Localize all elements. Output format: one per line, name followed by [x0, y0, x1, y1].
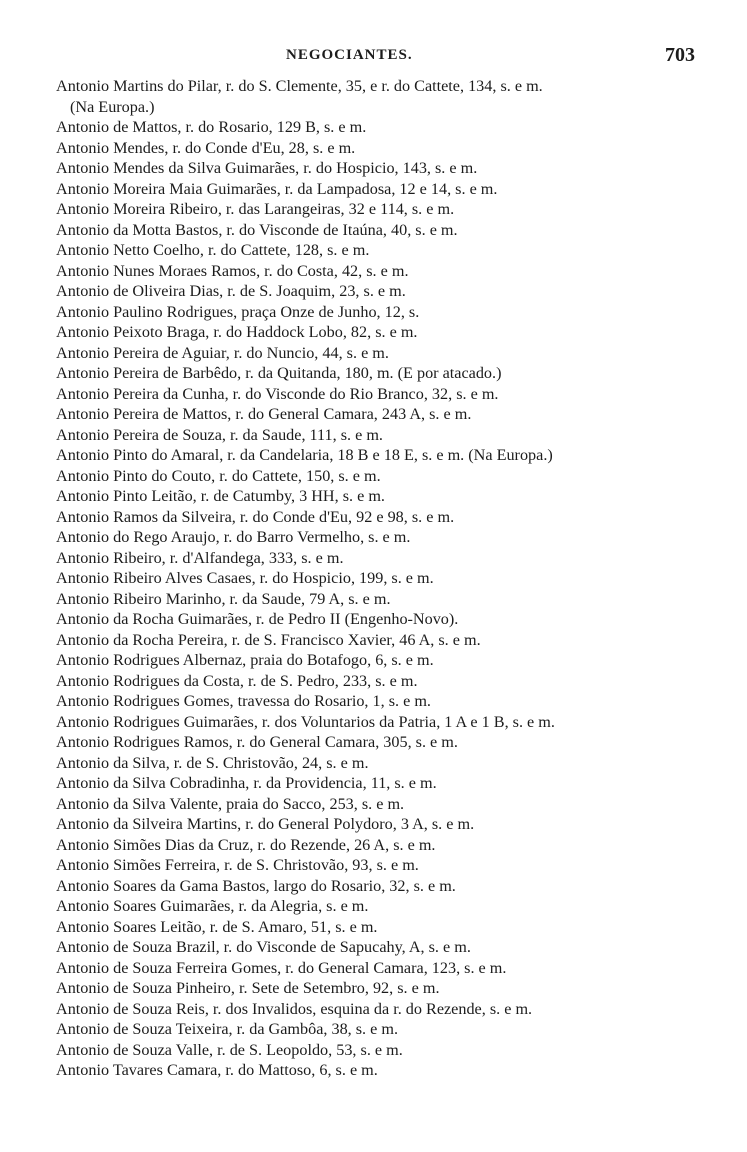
merchant-entry: [56, 794, 696, 815]
merchant-entry: [56, 712, 696, 733]
merchant-entry: [56, 302, 696, 323]
entry-text: Antonio Pereira da Cunha, r. do Visconde do Rio Branco, 32, s. e m.: [56, 384, 499, 403]
merchant-entry: [56, 732, 696, 753]
merchant-entry: [56, 753, 696, 774]
merchant-entry: [56, 466, 696, 487]
entry-text: Antonio Mendes, r. do Conde d'Eu, 28, s. e m.: [56, 138, 356, 157]
entry-text: Antonio de Oliveira Dias, r. de S. Joaquim, 23, s. e m.: [56, 282, 406, 300]
entry-text: Antonio da Silveira Martins, r. do General Polydoro, 3 A, s. e m.: [56, 815, 475, 833]
entry-continuation: (Na Europa.): [70, 97, 155, 116]
merchant-entry: [56, 630, 696, 651]
merchant-entry: [56, 548, 696, 569]
entry-text: Antonio Netto Coelho, r. do Cattete, 128, s. e m.: [56, 241, 370, 259]
entry-text: Antonio Soares da Gama Bastos, largo do Rosario, 32, s. e m.: [56, 876, 456, 895]
merchant-entry: [56, 261, 696, 282]
merchant-entry: [56, 609, 696, 630]
merchant-entry: [56, 117, 696, 138]
merchant-entry: [56, 691, 696, 712]
entry-text: Antonio Rodrigues da Costa, r. de S. Pedro, 233, s. e m.: [56, 671, 418, 690]
merchant-entry: [56, 404, 696, 425]
merchant-list: [56, 76, 696, 1081]
entry-text: Antonio Pereira de Souza, r. da Saude, 111, s. e m.: [56, 425, 383, 444]
entry-text: Antonio da Silva Valente, praia do Sacco, 253, s. e m.: [56, 794, 405, 813]
page-number: 703: [665, 44, 695, 66]
entry-text: Antonio de Souza Pinheiro, r. Sete de Setembro, 92, s. e m.: [56, 979, 440, 997]
entry-text: Antonio Pinto do Couto, r. do Cattete, 150, s. e m.: [56, 466, 381, 485]
merchant-entry: [56, 425, 696, 446]
entry-text: Antonio Tavares Camara, r. do Mattoso, 6, s. e m.: [56, 1061, 378, 1079]
entry-text: Antonio da Silva, r. de S. Christovão, 24, s. e m.: [56, 753, 369, 772]
merchant-entry: [56, 999, 696, 1020]
entry-text: Antonio Peixoto Braga, r. do Haddock Lobo, 82, s. e m.: [56, 323, 418, 341]
merchant-entry: [56, 199, 696, 220]
entry-text: Antonio Ramos da Silveira, r. do Conde d'Eu, 92 e 98, s. e m.: [56, 507, 455, 526]
merchant-entry: [56, 343, 696, 364]
entry-text: Antonio Nunes Moraes Ramos, r. do Costa, 42, s. e m.: [56, 261, 409, 280]
entry-text: Antonio Pereira de Aguiar, r. do Nuncio, 44, s. e m.: [56, 343, 389, 362]
merchant-entry: [56, 589, 696, 610]
merchant-entry: [56, 896, 696, 917]
merchant-entry: [56, 240, 696, 261]
entry-text: Antonio de Souza Reis, r. dos Invalidos, esquina da r. do Rezende, s. e m.: [56, 999, 533, 1018]
entry-text: Antonio da Rocha Pereira, r. de S. Francisco Xavier, 46 A, s. e m.: [56, 630, 481, 649]
merchant-entry: [56, 179, 696, 200]
merchant-entry: [56, 958, 696, 979]
merchant-entry: [56, 917, 696, 938]
entry-text: Antonio Paulino Rodrigues, praça Onze de Junho, 12, s.: [56, 302, 420, 321]
entry-text: Antonio de Souza Valle, r. de S. Leopoldo, 53, s. e m.: [56, 1040, 403, 1059]
entry-text: Antonio Simões Dias da Cruz, r. do Rezende, 26 A, s. e m.: [56, 835, 436, 854]
merchant-entry: [56, 138, 696, 159]
merchant-entry: [56, 281, 696, 302]
entry-text: Antonio da Motta Bastos, r. do Visconde de Itaúna, 40, s. e m.: [56, 220, 458, 239]
entry-text: Antonio da Rocha Guimarães, r. de Pedro II (Engenho-Novo).: [56, 610, 459, 628]
entry-text: Antonio Soares Leitão, r. de S. Amaro, 51, s. e m.: [56, 917, 378, 936]
entry-text: Antonio Pinto Leitão, r. de Catumby, 3 HH, s. e m.: [56, 487, 385, 505]
entry-text: Antonio Pinto do Amaral, r. da Candelaria, 18 B e 18 E, s. e m. (Na Europa.): [56, 446, 553, 464]
merchant-entry: [56, 650, 696, 671]
entry-text: Antonio Ribeiro, r. d'Alfandega, 333, s. e m.: [56, 548, 344, 567]
entry-text: Antonio de Souza Ferreira Gomes, r. do General Camara, 123, s. e m.: [56, 958, 507, 977]
entry-text: Antonio Rodrigues Albernaz, praia do Botafogo, 6, s. e m.: [56, 651, 434, 669]
entry-text: Antonio da Silva Cobradinha, r. da Providencia, 11, s. e m.: [56, 774, 437, 792]
merchant-entry: [56, 363, 696, 384]
entry-text: Antonio do Rego Araujo, r. do Barro Vermelho, s. e m.: [56, 528, 411, 546]
entry-text: Antonio de Souza Teixeira, r. da Gambôa, 38, s. e m.: [56, 1020, 399, 1038]
entry-text: Antonio Ribeiro Marinho, r. da Saude, 79 A, s. e m.: [56, 589, 391, 608]
entry-text: Antonio Ribeiro Alves Casaes, r. do Hospicio, 199, s. e m.: [56, 569, 434, 587]
merchant-entry: [56, 937, 696, 958]
merchant-entry: [56, 814, 696, 835]
merchant-entry: [56, 568, 696, 589]
merchant-entry: [56, 527, 696, 548]
entry-text: Antonio Soares Guimarães, r. da Alegria, s. e m.: [56, 897, 369, 915]
entry-text: Antonio Pereira de Mattos, r. do General Camara, 243 A, s. e m.: [56, 405, 472, 423]
merchant-entry: [56, 773, 696, 794]
merchant-entry: [56, 1040, 696, 1061]
merchant-entry: [56, 855, 696, 876]
merchant-entry: [56, 384, 696, 405]
merchant-entry: [56, 158, 696, 179]
merchant-entry: [56, 876, 696, 897]
entry-text: Antonio Pereira de Barbêdo, r. da Quitanda, 180, m. (E por atacado.): [56, 364, 502, 382]
entry-text: Antonio Moreira Ribeiro, r. das Larangeiras, 32 e 114, s. e m.: [56, 200, 455, 218]
merchant-entry: [56, 76, 696, 117]
entry-text: Antonio Rodrigues Gomes, travessa do Rosario, 1, s. e m.: [56, 692, 431, 710]
merchant-entry: [56, 445, 696, 466]
merchant-entry: [56, 978, 696, 999]
merchant-entry: [56, 671, 696, 692]
merchant-entry: [56, 486, 696, 507]
entry-text: Antonio Moreira Maia Guimarães, r. da Lampadosa, 12 e 14, s. e m.: [56, 179, 498, 198]
page-header: [0, 44, 747, 71]
entry-text: Antonio Rodrigues Guimarães, r. dos Voluntarios da Patria, 1 A e 1 B, s. e m.: [56, 712, 555, 731]
merchant-entry: [56, 507, 696, 528]
entry-text: Antonio Rodrigues Ramos, r. do General Camara, 305, s. e m.: [56, 733, 458, 751]
entry-text: Antonio Simões Ferreira, r. de S. Christovão, 93, s. e m.: [56, 856, 419, 874]
entry-text: Antonio Mendes da Silva Guimarães, r. do Hospicio, 143, s. e m.: [56, 159, 478, 177]
entry-text: Antonio de Mattos, r. do Rosario, 129 B, s. e m.: [56, 118, 367, 136]
merchant-entry: [56, 322, 696, 343]
entry-text: Antonio Martins do Pilar, r. do S. Clemente, 35, e r. do Cattete, 134, s. e m.: [56, 77, 543, 95]
merchant-entry: [56, 1060, 696, 1081]
merchant-entry: [56, 1019, 696, 1040]
running-title: NEGOCIANTES.: [286, 47, 413, 63]
merchant-entry: [56, 220, 696, 241]
entry-text: Antonio de Souza Brazil, r. do Visconde de Sapucahy, A, s. e m.: [56, 938, 471, 956]
merchant-entry: [56, 835, 696, 856]
